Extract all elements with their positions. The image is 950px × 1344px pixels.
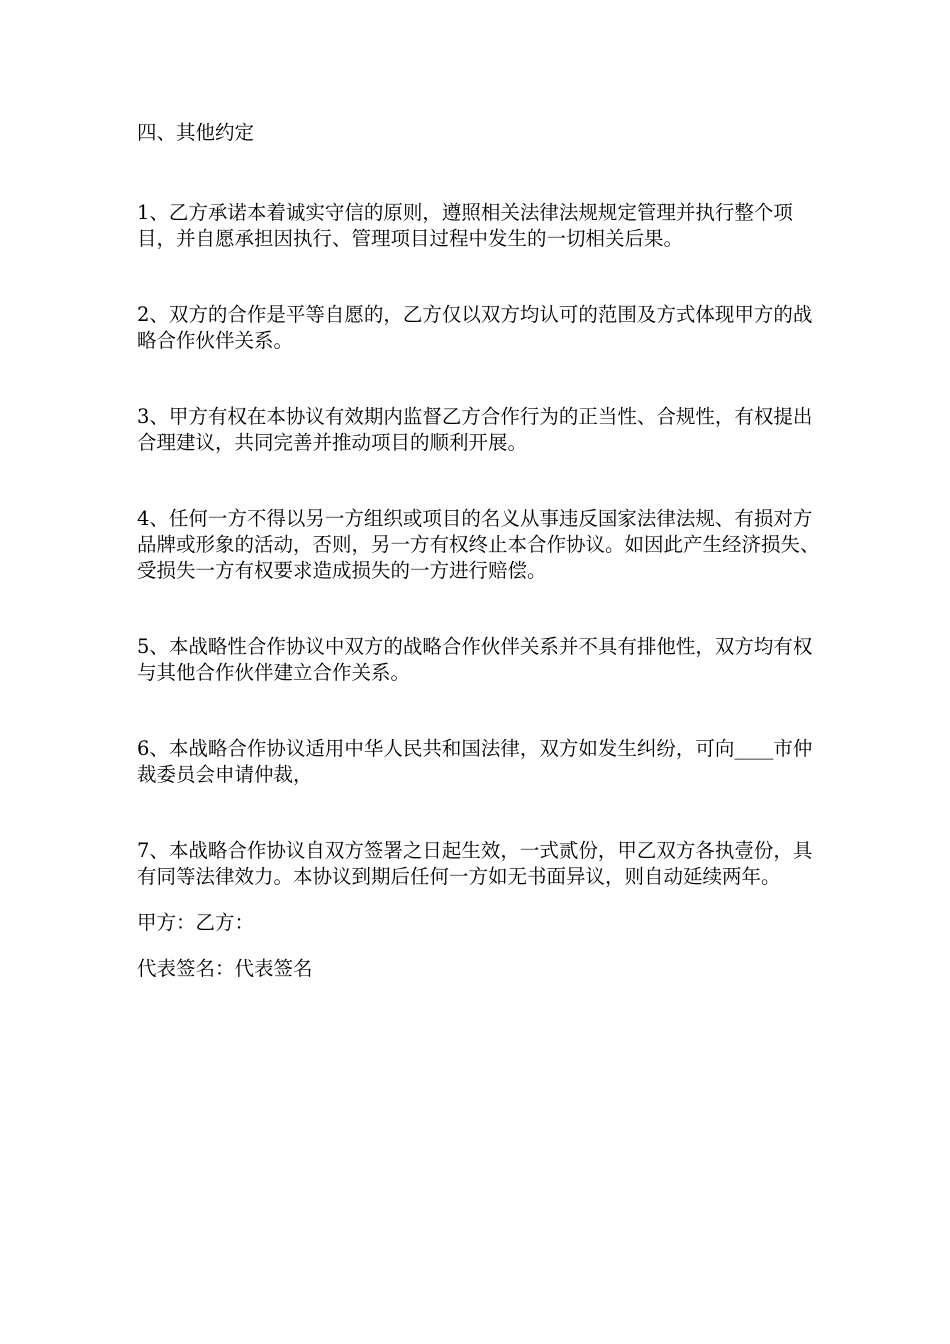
paragraph-spacer	[137, 788, 827, 838]
clause-1: 1、乙方承诺本着诚实守信的原则，遵照相关法律法规规定管理并执行整个项目，并自愿承担因执行、管理项目过程中发生的一切相关后果。	[137, 201, 793, 250]
parties-line: 甲方：乙方：	[137, 911, 255, 934]
paragraph-spacer	[137, 936, 827, 956]
clause-7: 7、本战略合作协议自双方签署之日起生效，一式贰份，甲乙双方各执壹份，具有同等法律效力。本协议到期后任何一方如无书面异议，则自动延续两年。	[137, 839, 813, 888]
section-title: 四、其他约定	[137, 121, 255, 144]
clause-4: 4、任何一方不得以另一方组织或项目的名义从事违反国家法律法规、有损对方品牌或形象的活动，否则，另一方有权终止本合作协议。如因此产生经济损失、受损失一方有权要求造成损失的一方进行赔偿。	[137, 507, 820, 582]
paragraph-spacer	[137, 686, 827, 736]
paragraph-spacer	[137, 456, 827, 506]
clause-2: 2、双方的合作是平等自愿的，乙方仅以双方均认可的范围及方式体现甲方的战略合作伙伴关系。	[137, 303, 813, 352]
paragraph-spacer	[137, 354, 827, 404]
document-body	[137, 120, 827, 982]
clause-6: 6、本战略合作协议适用中华人民共和国法律，双方如发生纠纷，可向____市仲裁委员会申请仲裁，	[137, 737, 813, 786]
paragraph-spacer	[137, 252, 827, 302]
signature-line: 代表签名：代表签名	[137, 957, 313, 980]
clause-5: 5、本战略性合作协议中双方的战略合作伙伴关系并不具有排他性，双方均有权与其他合作伙伴建立合作关系。	[137, 635, 813, 684]
clause-3: 3、甲方有权在本协议有效期内监督乙方合作行为的正当性、合规性，有权提出合理建议，共同完善并推动项目的顺利开展。	[137, 405, 813, 454]
paragraph-spacer	[137, 890, 827, 910]
paragraph-spacer	[137, 584, 827, 634]
